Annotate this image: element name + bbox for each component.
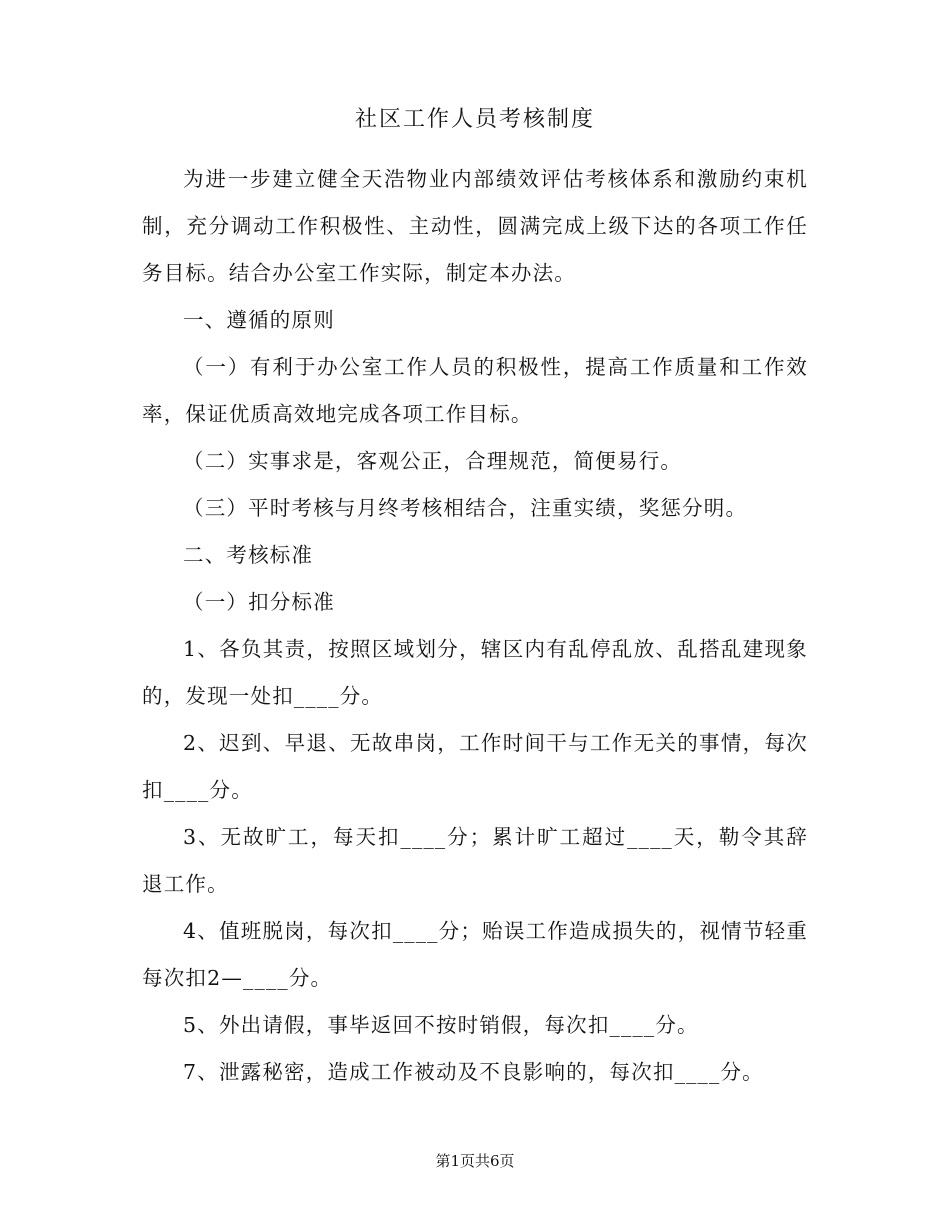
paragraph-rule-7: 7、泄露秘密，造成工作被动及不良影响的，每次扣____分。 bbox=[183, 1060, 764, 1084]
document-title: 社区工作人员考核制度 bbox=[354, 107, 595, 132]
paragraph-rule-1: 1、各负其责，按照区域划分，辖区内有乱停乱放、乱搭乱建现象的，发现一处扣____分。 bbox=[142, 637, 808, 708]
paragraph-rule-3: 3、无故旷工，每天扣____分；累计旷工超过____天，勒令其辞退工作。 bbox=[142, 825, 808, 896]
paragraph-principle-3: （三）平时考核与月终考核相结合，注重实绩，奖惩分明。 bbox=[183, 496, 748, 520]
paragraph-rule-4: 4、值班脱岗，每次扣____分；贻误工作造成损失的，视情节轻重每次扣2—____分。 bbox=[142, 919, 808, 990]
document-body bbox=[142, 156, 808, 1096]
subsection-heading-deductions: （一）扣分标准 bbox=[183, 590, 335, 614]
paragraph-intro: 为进一步建立健全天浩物业内部绩效评估考核体系和激励约束机制，充分调动工作积极性、主动性，圆满完成上级下达的各项工作任务目标。结合办公室工作实际，制定本办法。 bbox=[142, 167, 808, 285]
paragraph-principle-1: （一）有利于办公室工作人员的积极性，提高工作质量和工作效率，保证优质高效地完成各项工作目标。 bbox=[142, 355, 808, 426]
section-heading-principles: 一、遵循的原则 bbox=[183, 308, 335, 332]
paragraph-rule-2: 2、迟到、早退、无故串岗，工作时间干与工作无关的事情，每次扣____分。 bbox=[142, 731, 808, 802]
paragraph-principle-2: （二）实事求是，客观公正，合理规范，简便易行。 bbox=[183, 449, 683, 473]
section-heading-standards: 二、考核标准 bbox=[183, 543, 314, 567]
paragraph-rule-5: 5、外出请假，事毕返回不按时销假，每次扣____分。 bbox=[183, 1013, 699, 1037]
page-number-footer: 第1页共6页 bbox=[435, 1152, 515, 1170]
